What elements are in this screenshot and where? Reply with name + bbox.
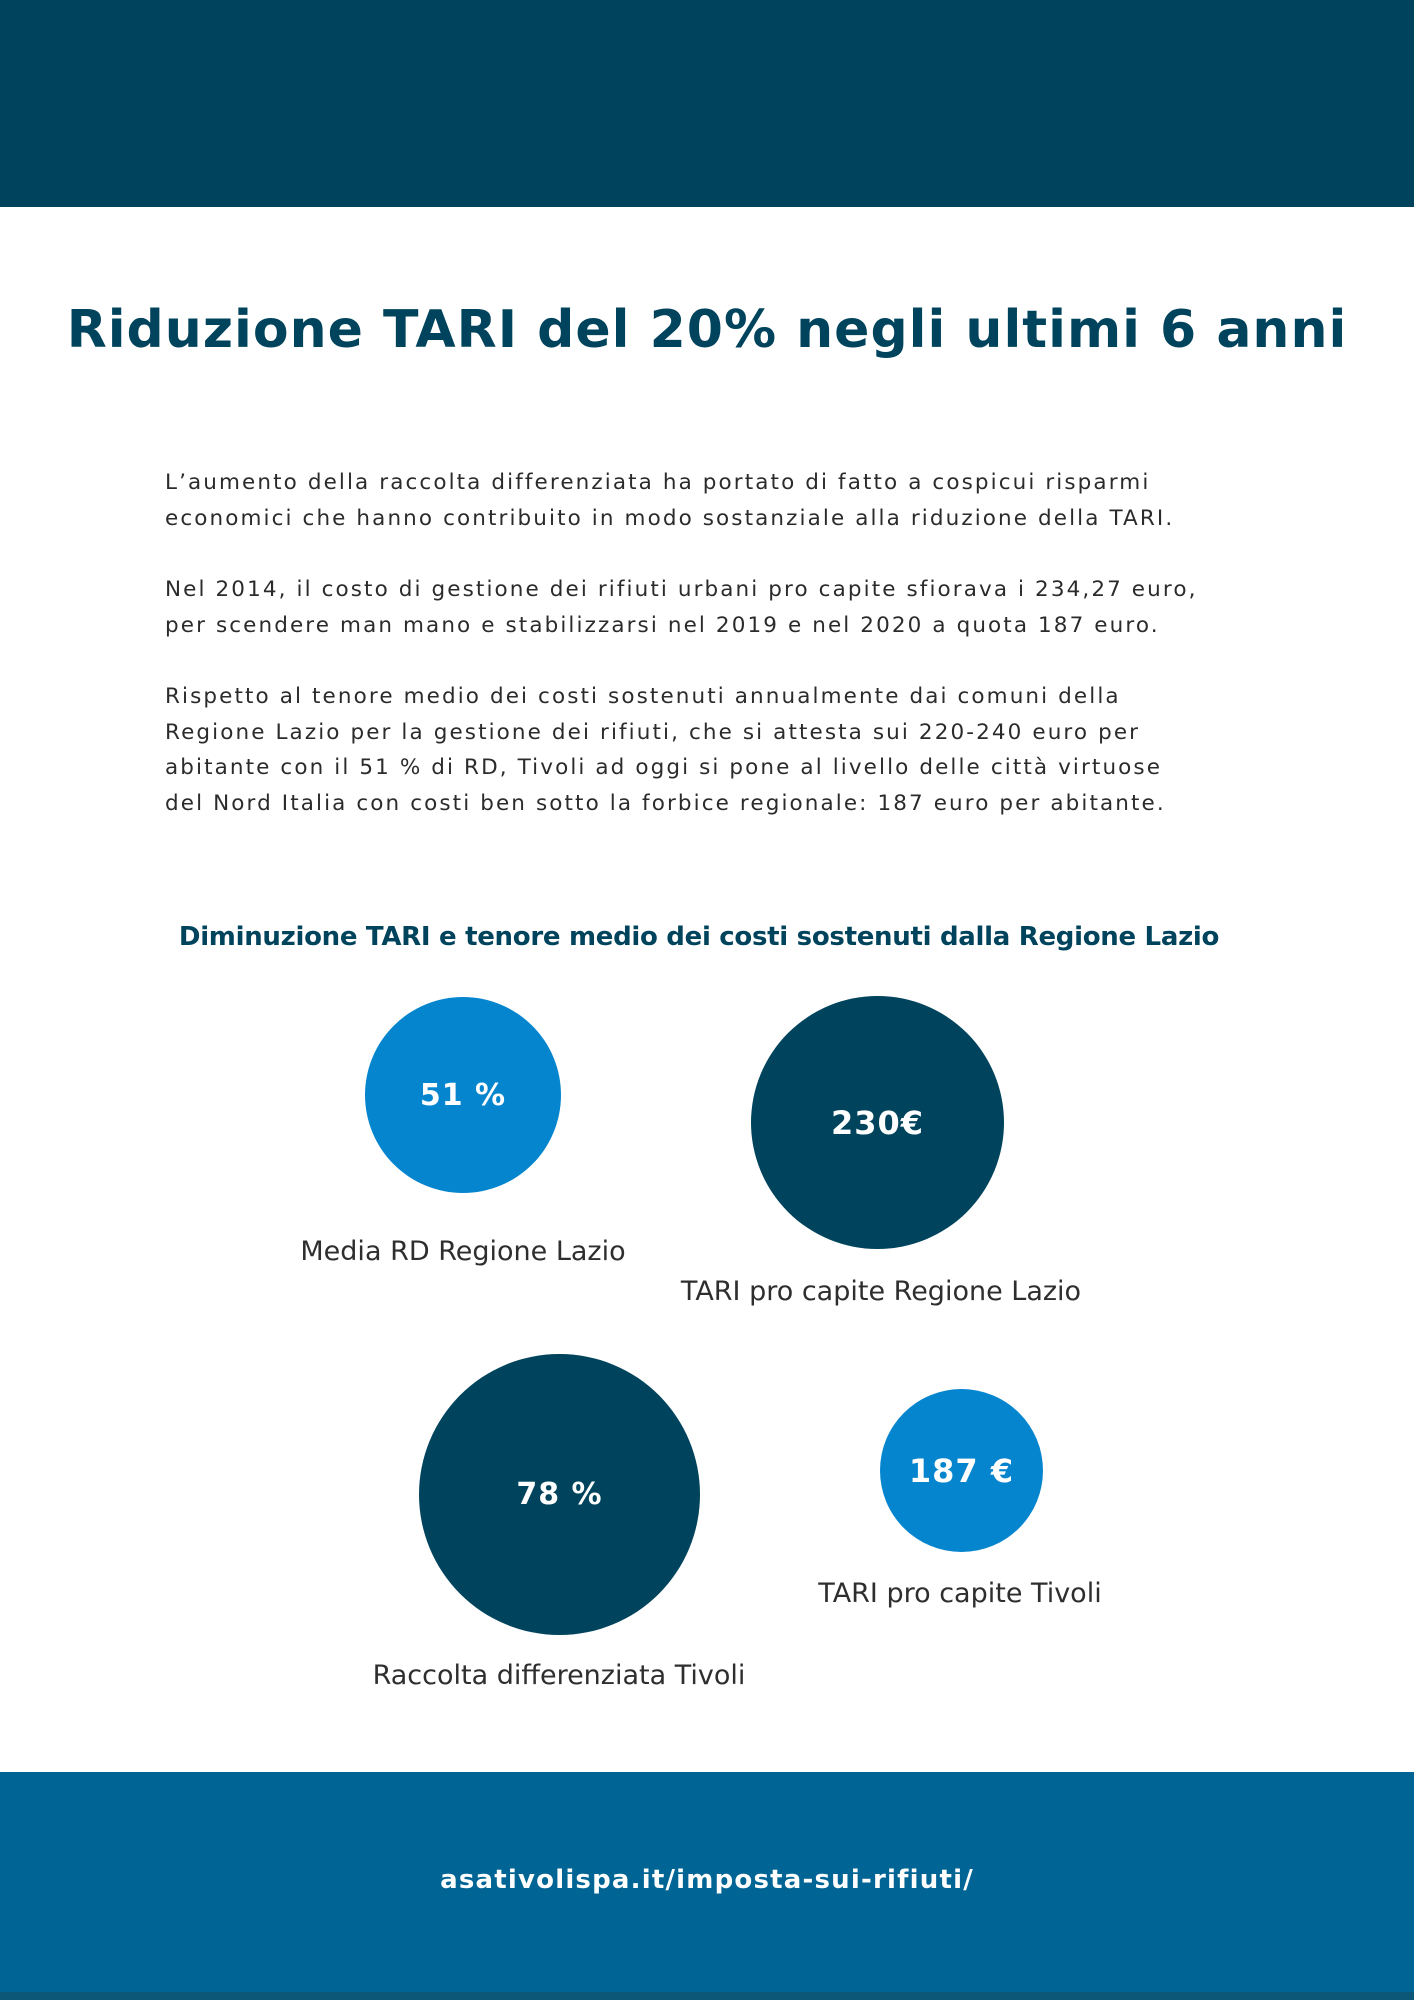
paragraph-line: Regione Lazio per la gestione dei rifiuti, che si attesta sui 220-240 euro per [165,719,1141,745]
paragraph-line: per scendere man mano e stabilizzarsi nel 2019 e nel 2020 a quota 187 euro. [165,612,1160,638]
header-band [0,0,1414,207]
paragraph-savings [165,465,1285,536]
paragraph-line: L’aumento della raccolta differenziata ha portato di fatto a cospicui risparmi [165,470,1151,495]
stat-label-tari-tivoli: TARI pro capite Tivoli [818,1578,1102,1609]
stat-label-rd-tivoli: Raccolta differenziata Tivoli [372,1660,746,1691]
section-title: Diminuzione TARI e tenore medio dei costi sostenuti dalla Regione Lazio [178,922,1220,952]
paragraph-line: Rispetto al tenore medio dei costi sostenuti annualmente dai comuni della [165,684,1121,709]
stat-circle-rd-lazio: 51 % [365,997,561,1193]
paragraph-line: del Nord Italia con costi ben sotto la forbice regionale: 187 euro per abitante. [165,790,1166,816]
paragraph-line: economici che hanno contribuito in modo sostanziale alla riduzione della TARI. [165,505,1175,531]
paragraph-line: Nel 2014, il costo di gestione dei rifiuti urbani pro capite sfiorava i 234,27 euro, [165,577,1198,602]
paragraph-regional-comparison [165,679,1285,821]
paragraph-line: abitante con il 51 % di RD, Tivoli ad oggi si pone al livello delle città virtuose [165,755,1163,780]
stat-circle-tari-lazio: 230€ [751,996,1004,1249]
stat-circle-rd-tivoli: 78 % [419,1354,700,1635]
footer-edge [0,1992,1414,2000]
stat-label-tari-lazio: TARI pro capite Regione Lazio [680,1276,1082,1307]
intro-text [165,465,1285,857]
page-title: Riduzione TARI del 20% negli ultimi 6 anni [66,300,1348,360]
stat-circle-tari-tivoli: 187 € [880,1389,1043,1552]
paragraph-costs-2014 [165,572,1285,643]
stat-label-rd-lazio: Media RD Regione Lazio [300,1236,626,1267]
footer-link[interactable]: asativolispa.it/imposta-sui-rifiuti/ [440,1865,974,1895]
